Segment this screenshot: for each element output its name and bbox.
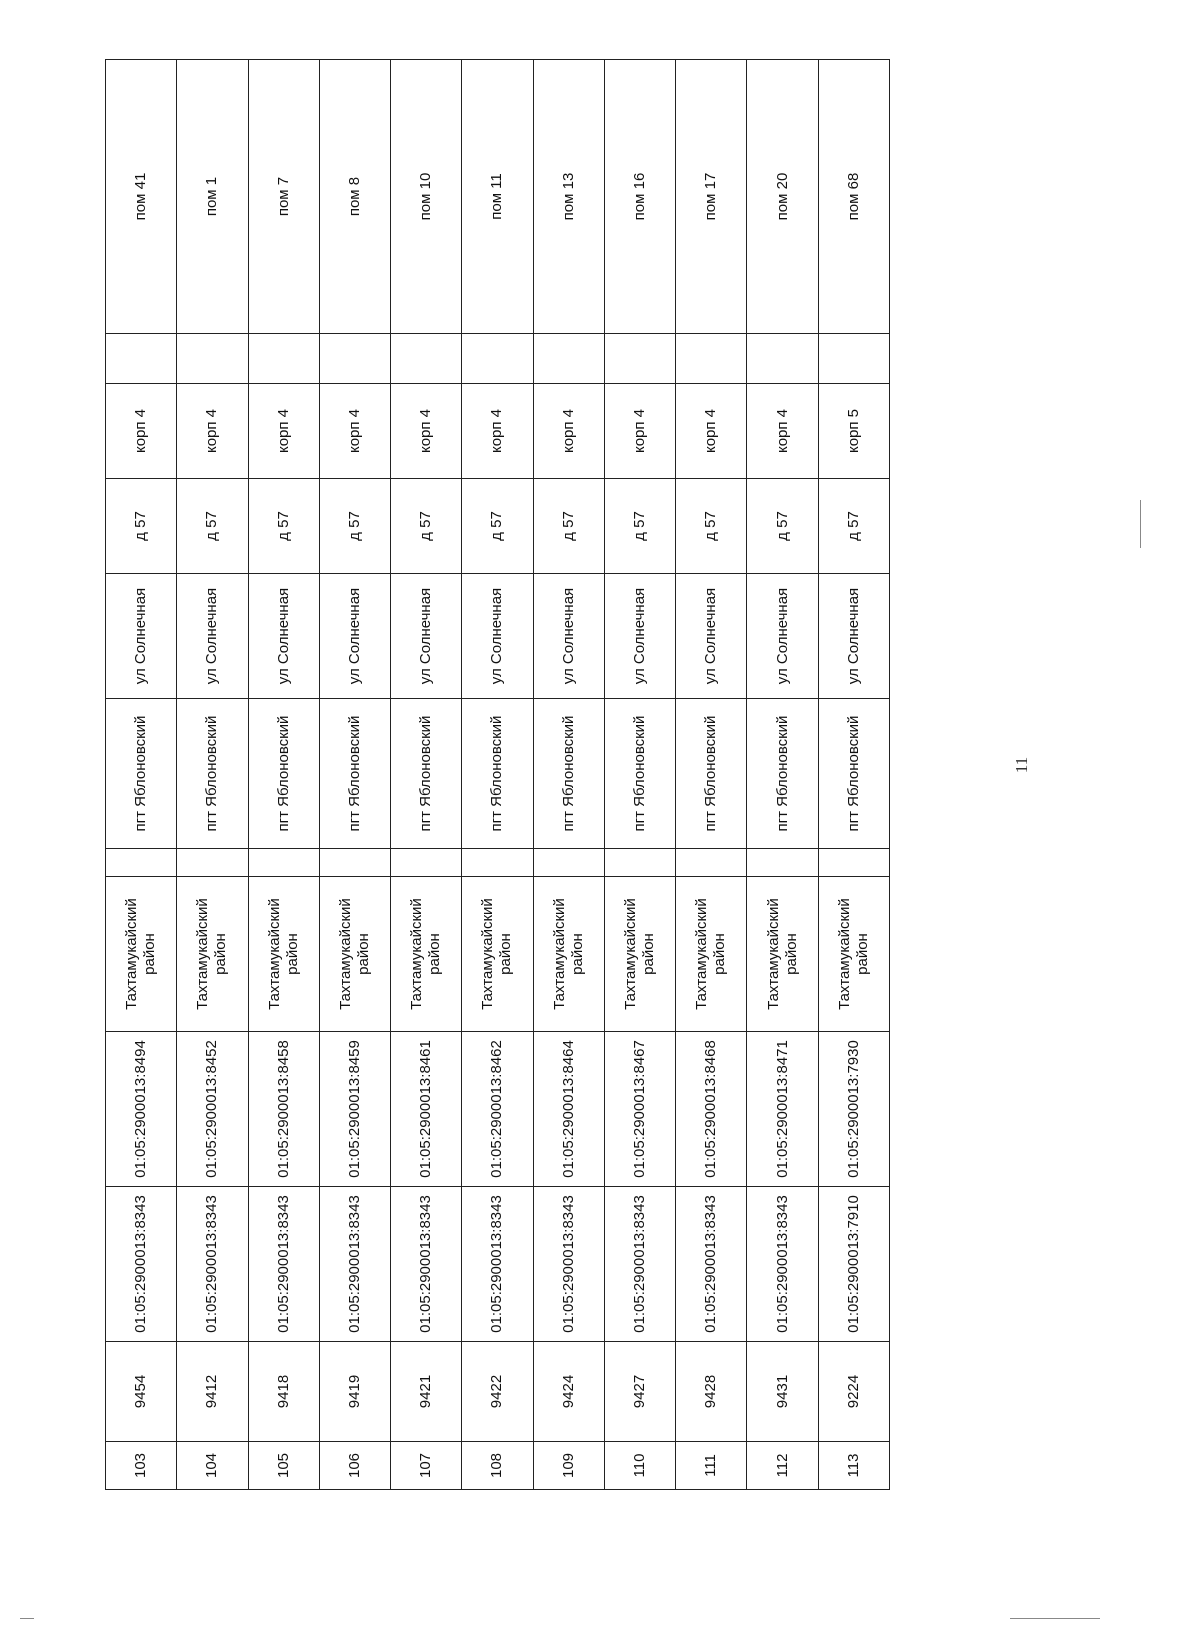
cell-premise: пом 10 — [391, 60, 462, 334]
cell-premise: пом 13 — [533, 60, 604, 334]
cell-house: д 57 — [747, 479, 818, 574]
cell-id: 9224 — [818, 1342, 889, 1442]
cell-extra — [676, 849, 747, 877]
cell-cad1: 01:05:2900013:8343 — [462, 1187, 533, 1342]
cell-cad2: 01:05:2900013:8462 — [462, 1032, 533, 1187]
cell-street: ул Солнечная — [462, 574, 533, 699]
cell-premise: пом 11 — [462, 60, 533, 334]
cell-house: д 57 — [248, 479, 319, 574]
cell-extra — [818, 849, 889, 877]
cell-district: Тахтамукайский район — [248, 877, 319, 1032]
cell-cad1: 01:05:2900013:8343 — [106, 1187, 177, 1342]
scan-artifact-line — [20, 1618, 34, 1619]
cell-premise: пом 1 — [177, 60, 248, 334]
cell-cad1: 01:05:2900013:8343 — [604, 1187, 675, 1342]
cell-settlement: пгт Яблоновский — [319, 699, 390, 849]
cell-settlement: пгт Яблоновский — [604, 699, 675, 849]
cell-extra — [462, 849, 533, 877]
cell-cad2: 01:05:2900013:7930 — [818, 1032, 889, 1187]
cell-street: ул Солнечная — [319, 574, 390, 699]
cell-building: корп 4 — [319, 384, 390, 479]
cell-premise: пом 17 — [676, 60, 747, 334]
table-row — [391, 60, 462, 1490]
cell-building: корп 4 — [391, 384, 462, 479]
cell-house: д 57 — [676, 479, 747, 574]
scan-artifact-line — [1140, 500, 1141, 548]
property-registry-table — [105, 59, 890, 1490]
cell-settlement: пгт Яблоновский — [747, 699, 818, 849]
cell-building: корп 4 — [177, 384, 248, 479]
cell-blank — [818, 334, 889, 384]
cell-extra — [319, 849, 390, 877]
table-row — [533, 60, 604, 1490]
cell-id: 9419 — [319, 1342, 390, 1442]
cell-extra — [533, 849, 604, 877]
cell-n: 108 — [462, 1442, 533, 1490]
cell-cad2: 01:05:2900013:8467 — [604, 1032, 675, 1187]
cell-id: 9412 — [177, 1342, 248, 1442]
cell-settlement: пгт Яблоновский — [248, 699, 319, 849]
cell-premise: пом 8 — [319, 60, 390, 334]
cell-settlement: пгт Яблоновский — [177, 699, 248, 849]
cell-blank — [248, 334, 319, 384]
cell-blank — [676, 334, 747, 384]
cell-extra — [391, 849, 462, 877]
cell-house: д 57 — [177, 479, 248, 574]
cell-street: ул Солнечная — [177, 574, 248, 699]
cell-extra — [177, 849, 248, 877]
cell-building: корп 4 — [676, 384, 747, 479]
cell-house: д 57 — [391, 479, 462, 574]
cell-extra — [747, 849, 818, 877]
cell-blank — [106, 334, 177, 384]
cell-house: д 57 — [604, 479, 675, 574]
table-body — [106, 60, 890, 1490]
cell-blank — [319, 334, 390, 384]
cell-district: Тахтамукайский район — [818, 877, 889, 1032]
cell-premise: пом 16 — [604, 60, 675, 334]
cell-district: Тахтамукайский район — [533, 877, 604, 1032]
table-row — [818, 60, 889, 1490]
cell-cad1: 01:05:2900013:8343 — [319, 1187, 390, 1342]
cell-district: Тахтамукайский район — [604, 877, 675, 1032]
cell-blank — [391, 334, 462, 384]
scan-artifact-line — [1010, 1618, 1100, 1619]
cell-settlement: пгт Яблоновский — [818, 699, 889, 849]
cell-street: ул Солнечная — [248, 574, 319, 699]
cell-extra — [604, 849, 675, 877]
cell-settlement: пгт Яблоновский — [106, 699, 177, 849]
cell-cad2: 01:05:2900013:8471 — [747, 1032, 818, 1187]
cell-cad1: 01:05:2900013:8343 — [676, 1187, 747, 1342]
cell-cad2: 01:05:2900013:8494 — [106, 1032, 177, 1187]
cell-id: 9428 — [676, 1342, 747, 1442]
table-row — [177, 60, 248, 1490]
cell-blank — [177, 334, 248, 384]
cell-cad2: 01:05:2900013:8468 — [676, 1032, 747, 1187]
cell-building: корп 4 — [106, 384, 177, 479]
cell-house: д 57 — [818, 479, 889, 574]
table-row — [319, 60, 390, 1490]
cell-district: Тахтамукайский район — [747, 877, 818, 1032]
cell-building: корп 4 — [533, 384, 604, 479]
cell-id: 9431 — [747, 1342, 818, 1442]
cell-extra — [106, 849, 177, 877]
cell-district: Тахтамукайский район — [676, 877, 747, 1032]
cell-id: 9427 — [604, 1342, 675, 1442]
cell-district: Тахтамукайский район — [177, 877, 248, 1032]
cell-cad2: 01:05:2900013:8464 — [533, 1032, 604, 1187]
cell-n: 109 — [533, 1442, 604, 1490]
cell-n: 104 — [177, 1442, 248, 1490]
cell-district: Тахтамукайский район — [319, 877, 390, 1032]
cell-premise: пом 20 — [747, 60, 818, 334]
cell-n: 103 — [106, 1442, 177, 1490]
cell-n: 107 — [391, 1442, 462, 1490]
cell-settlement: пгт Яблоновский — [391, 699, 462, 849]
cell-street: ул Солнечная — [747, 574, 818, 699]
cell-n: 113 — [818, 1442, 889, 1490]
cell-building: корп 5 — [818, 384, 889, 479]
cell-blank — [747, 334, 818, 384]
cell-street: ул Солнечная — [604, 574, 675, 699]
cell-building: корп 4 — [747, 384, 818, 479]
cell-district: Тахтамукайский район — [391, 877, 462, 1032]
cell-cad2: 01:05:2900013:8459 — [319, 1032, 390, 1187]
table-row — [462, 60, 533, 1490]
cell-cad2: 01:05:2900013:8461 — [391, 1032, 462, 1187]
cell-premise: пом 68 — [818, 60, 889, 334]
cell-building: корп 4 — [604, 384, 675, 479]
cell-premise: пом 41 — [106, 60, 177, 334]
cell-id: 9418 — [248, 1342, 319, 1442]
page-number: 11 — [1012, 756, 1031, 774]
table-row — [747, 60, 818, 1490]
cell-blank — [533, 334, 604, 384]
cell-street: ул Солнечная — [818, 574, 889, 699]
cell-street: ул Солнечная — [391, 574, 462, 699]
cell-premise: пом 7 — [248, 60, 319, 334]
cell-district: Тахтамукайский район — [462, 877, 533, 1032]
table-row — [676, 60, 747, 1490]
table-rotation — [105, 60, 890, 1490]
cell-street: ул Солнечная — [106, 574, 177, 699]
cell-settlement: пгт Яблоновский — [462, 699, 533, 849]
cell-id: 9454 — [106, 1342, 177, 1442]
cell-blank — [604, 334, 675, 384]
cell-street: ул Солнечная — [676, 574, 747, 699]
cell-cad1: 01:05:2900013:7910 — [818, 1187, 889, 1342]
cell-house: д 57 — [533, 479, 604, 574]
cell-cad1: 01:05:2900013:8343 — [533, 1187, 604, 1342]
cell-extra — [248, 849, 319, 877]
table-row — [248, 60, 319, 1490]
cell-blank — [462, 334, 533, 384]
cell-n: 111 — [676, 1442, 747, 1490]
cell-n: 105 — [248, 1442, 319, 1490]
cell-building: корп 4 — [248, 384, 319, 479]
cell-id: 9421 — [391, 1342, 462, 1442]
cell-house: д 57 — [462, 479, 533, 574]
cell-id: 9424 — [533, 1342, 604, 1442]
cell-house: д 57 — [106, 479, 177, 574]
cell-cad2: 01:05:2900013:8452 — [177, 1032, 248, 1187]
cell-n: 106 — [319, 1442, 390, 1490]
cell-building: корп 4 — [462, 384, 533, 479]
cell-cad2: 01:05:2900013:8458 — [248, 1032, 319, 1187]
table-row — [106, 60, 177, 1490]
cell-cad1: 01:05:2900013:8343 — [248, 1187, 319, 1342]
table-row — [604, 60, 675, 1490]
cell-cad1: 01:05:2900013:8343 — [747, 1187, 818, 1342]
cell-street: ул Солнечная — [533, 574, 604, 699]
rotated-table-wrapper — [105, 60, 890, 1490]
cell-district: Тахтамукайский район — [106, 877, 177, 1032]
cell-settlement: пгт Яблоновский — [533, 699, 604, 849]
cell-cad1: 01:05:2900013:8343 — [391, 1187, 462, 1342]
cell-house: д 57 — [319, 479, 390, 574]
cell-cad1: 01:05:2900013:8343 — [177, 1187, 248, 1342]
cell-n: 110 — [604, 1442, 675, 1490]
cell-settlement: пгт Яблоновский — [676, 699, 747, 849]
cell-n: 112 — [747, 1442, 818, 1490]
cell-id: 9422 — [462, 1342, 533, 1442]
